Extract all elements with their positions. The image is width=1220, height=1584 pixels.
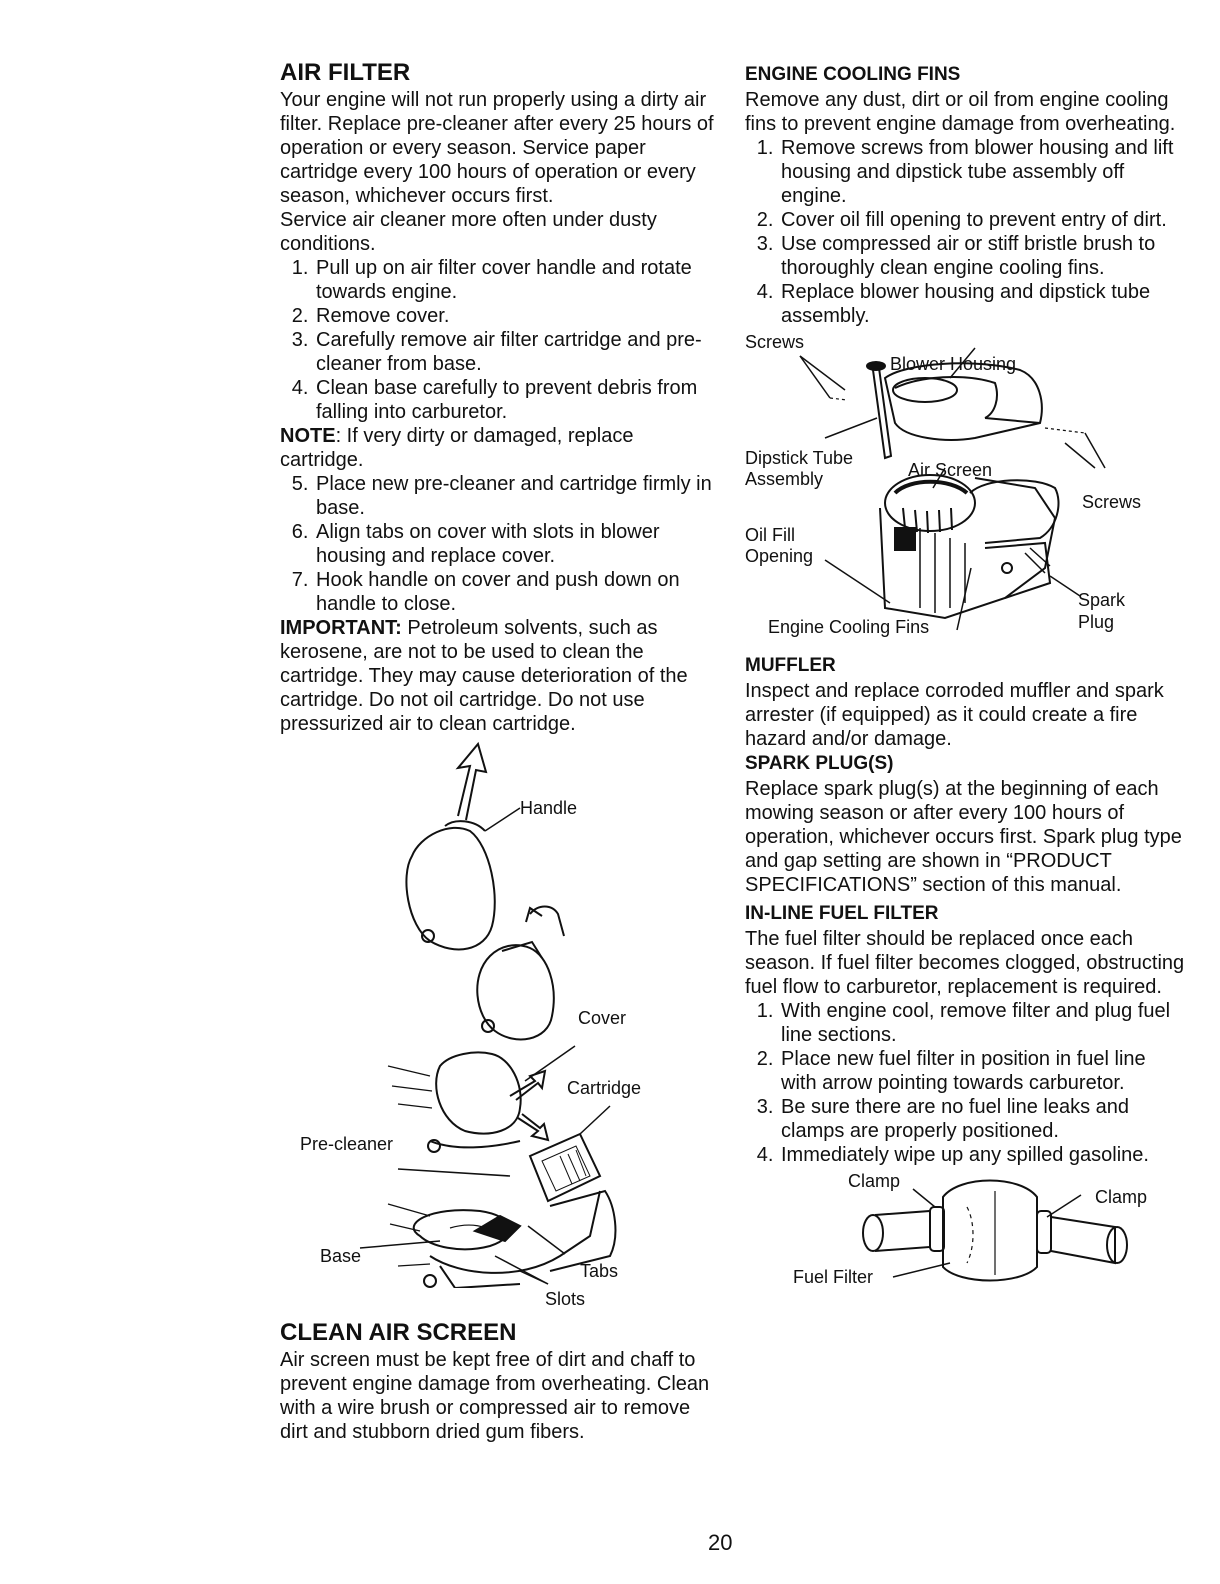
air-filter-dusty-note: Service air cleaner more often under dusty conditions. [280,209,657,255]
engine-cooling-fins-heading: ENGINE COOLING FINS [745,64,961,85]
list-item: 4. Clean base carefully to prevent debris from falling into carburetor. [314,376,720,424]
label-dipstick-tube: Dipstick Tube [745,448,854,468]
label-plug: Plug [1078,612,1115,632]
air-filter-diagram [280,736,720,1309]
label-engine-cooling-fins: Engine Cooling Fins [768,617,930,637]
list-item: 3. Be sure there are no fuel line leaks and clamps are properly positioned. [779,1095,1185,1143]
air-filter-intro: Your engine will not run properly using a dirty air filter. Replace pre-cleaner after every 25 hours of operation or every season. Service paper cartridge every 100 hours of operation or every season, whichever occurs first. [280,89,714,207]
list-item: 3. Use compressed air or stiff bristle brush to thoroughly clean engine cooling fins. [779,232,1185,280]
list-item: 1. Pull up on air filter cover handle and rotate towards engine. [314,256,720,304]
air-filter-heading: AIR FILTER [280,59,411,86]
label-cartridge: Cartridge [567,1078,642,1098]
important-label: IMPORTANT: [280,617,402,639]
right-column [745,62,1185,1287]
label-handle: Handle [520,798,578,818]
engine-cooling-fins-intro: Remove any dust, dirt or oil from engine cooling fins to prevent engine damage from overheating. [745,89,1176,135]
label-assembly: Assembly [745,469,824,489]
label-spark: Spark [1078,590,1126,610]
label-clamp-right: Clamp [1095,1187,1148,1207]
page-number: 20 [708,1530,733,1555]
list-item: 1. With engine cool, remove filter and plug fuel line sections. [779,999,1185,1047]
list-item: 2. Cover oil fill opening to prevent entry of dirt. [779,208,1185,232]
list-item: 4. Immediately wipe up any spilled gasoline. [779,1143,1185,1167]
left-column [280,58,720,1444]
list-item: 2. Remove cover. [314,304,720,328]
air-filter-important [280,616,720,736]
label-clamp-left: Clamp [848,1171,901,1191]
note-text: : If very dirty or damaged, replace cartridge. [280,425,634,471]
inline-fuel-filter-heading: IN-LINE FUEL FILTER [745,903,939,924]
fuel-filter-diagram [745,1167,1185,1287]
air-filter-illustration [280,736,720,1288]
list-item: 4. Replace blower housing and dipstick tube assembly. [779,280,1185,328]
label-oil-fill: Oil Fill [745,525,795,545]
inline-fuel-filter-text: The fuel filter should be replaced once each season. If fuel filter becomes clogged, obstructing fuel flow to carburetor, replacement is required. [745,928,1185,998]
label-precleaner: Pre-cleaner [300,1134,394,1154]
clean-air-screen-text: Air screen must be kept free of dirt and chaff to prevent engine damage from overheating. Clean with a wire brush or compressed air to remove dirt and stubborn dried gum fibers. [280,1349,710,1443]
inline-fuel-filter-steps [745,999,1185,1167]
clean-air-screen-heading: CLEAN AIR SCREEN [280,1319,517,1346]
air-filter-note [280,424,720,472]
list-item: 1. Remove screws from blower housing and lift housing and dipstick tube assembly off engine. [779,136,1185,208]
label-blower-housing: Blower Housing [890,354,1017,374]
note-label: NOTE [280,425,336,447]
engine-cooling-fins-steps [745,136,1185,328]
label-cover: Cover [578,1008,627,1028]
spark-plugs-heading: SPARK PLUG(S) [745,753,894,774]
label-opening: Opening [745,546,814,566]
label-screws-right: Screws [1082,492,1142,512]
label-fuel-filter: Fuel Filter [793,1267,874,1287]
list-item: 3. Carefully remove air filter cartridge and pre-cleaner from base. [314,328,720,376]
label-tabs: Tabs [580,1261,619,1281]
spark-plugs-text: Replace spark plug(s) at the beginning of each mowing season or after every 100 hours of operation, whichever occurs first. Spark plug type and gap setting are shown in “PRODUCT SPECIFICATIONS” section of this manual. [745,778,1182,896]
label-base: Base [320,1246,362,1266]
engine-diagram [745,328,1185,643]
important-text: Petroleum solvents, such as kerosene, are not to be used to clean the cartridge. They may cause deterioration of the cartridge. Do not oil cartridge. Do not use pressurized air to clean cartridge. [280,617,688,735]
air-filter-steps-continued [280,472,720,616]
muffler-text: Inspect and replace corroded muffler and spark arrester (if equipped) as it could create a fire hazard and/or damage. [745,680,1164,750]
muffler-heading: MUFFLER [745,655,836,676]
list-item: 7. Hook handle on cover and push down on handle to close. [314,568,720,616]
list-item: 5. Place new pre-cleaner and cartridge firmly in base. [314,472,720,520]
list-item: 2. Place new fuel filter in position in fuel line with arrow pointing towards carburetor. [779,1047,1185,1095]
label-slots: Slots [545,1289,586,1309]
label-air-screen: Air Screen [908,460,993,480]
label-screws-top: Screws [745,332,805,352]
air-filter-steps [280,256,720,424]
list-item: 6. Align tabs on cover with slots in blower housing and replace cover. [314,520,720,568]
